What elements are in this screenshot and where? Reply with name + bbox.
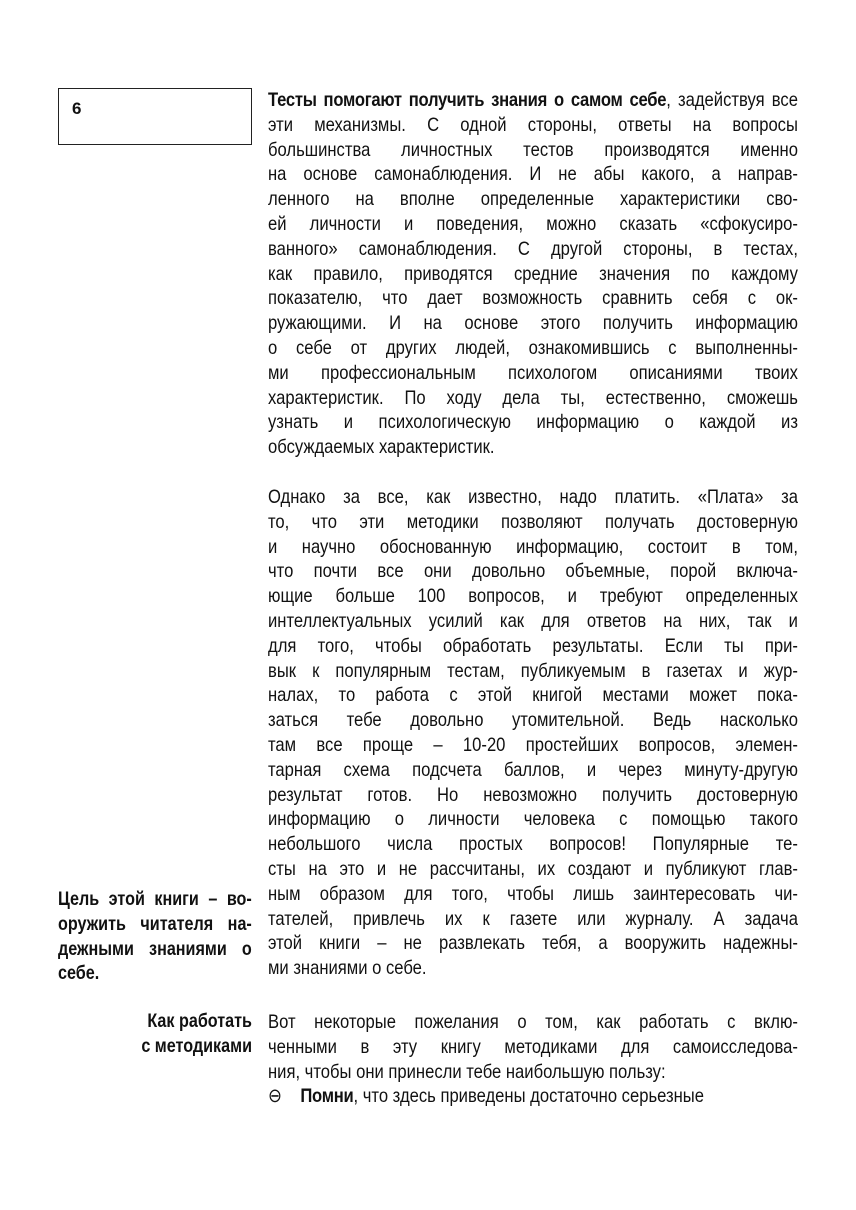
text-line: информацию о личности человека с помощью такого (268, 808, 798, 831)
text-line: оружить читателя на- (58, 913, 252, 935)
paragraph-1 (268, 88, 798, 460)
text-line: обсуждаемых характеристик. (268, 436, 495, 459)
text-line: ей личности и поведения, можно сказать «сфокусиро- (268, 212, 798, 235)
text-line: эти механизмы. С одной стороны, ответы на вопросы (268, 113, 798, 136)
page-number-box (58, 88, 252, 145)
text-line: как правило, приводятся средние значения по каждому (268, 262, 798, 285)
text-line: характеристик. По ходу дела ты, естественно, сможешь (268, 386, 798, 409)
text-line: небольшого числа простых вопросов! Популярные те- (268, 833, 798, 856)
text-line: Однако за все, как известно, надо платить. «Плата» за (268, 486, 798, 508)
text-line: ми профессиональным психологом описаниями твоих (268, 361, 798, 384)
text-line: ванного» самонаблюдения. С другой стороны, в тестах, (268, 237, 798, 260)
text-line: с методиками (141, 1035, 252, 1057)
text-line: сты на это и не рассчитаны, их создают и публикуют глав- (268, 857, 798, 880)
lead-rest: , задействуя все (666, 89, 798, 111)
text-line: себе. (58, 963, 100, 985)
paragraph-3 (268, 1010, 798, 1109)
text-line: вык к популярным тестам, публикуемым в газетах и жур- (268, 659, 798, 682)
text-line: ным образом для того, чтобы лишь заинтересовать чи- (268, 882, 798, 905)
text-line: тарная схема подсчета баллов, и через минуту-другую (268, 758, 798, 781)
text-line: Как работать (147, 1011, 252, 1032)
text-line: ленного на вполне определенные характеристики сво- (268, 188, 798, 211)
text-line: большинства личностных тестов производятся именно (268, 138, 798, 161)
text-line: ченными в эту книгу методиками для самоисследова- (268, 1035, 798, 1058)
text-line: заться тебе довольно утомительной. Ведь насколько (268, 709, 798, 732)
text-line: на основе самонаблюдения. И не абы какого, а направ- (268, 163, 798, 186)
text-line: и научно обоснованную информацию, состоит в том, (268, 535, 798, 558)
page-number: 6 (72, 99, 82, 118)
text-line: ми знаниями о себе. (268, 957, 427, 980)
text-line: Цель этой книги – во- (58, 889, 252, 910)
text-line (268, 88, 798, 113)
text-line: о себе от других людей, ознакомившись с выполненны- (268, 336, 798, 359)
bullet-text: , что здесь приведены достаточно серьезные (353, 1085, 704, 1108)
lead-phrase: Тесты помогают получить знания о самом себе (268, 89, 667, 111)
text-line: налах, то работа с этой книгой местами может пока- (268, 684, 798, 707)
text-line: узнать и психологическую информацию о каждой из (268, 411, 798, 434)
text-line: для того, чтобы обработать результаты. Если ты при- (268, 634, 798, 657)
text-line: результат готов. Но невозможно получить достоверную (268, 783, 798, 806)
text-line: что почти все они довольно объемные, порой включа- (268, 560, 798, 583)
text-line: Вот некоторые пожелания о том, как работать с вклю- (268, 1011, 798, 1033)
text-line: ружающими. И на основе этого получить информацию (268, 312, 798, 335)
side-note-howto (58, 1010, 252, 1060)
bullet-item (268, 1084, 798, 1109)
text-line: интеллектуальных усилий как для ответов на них, так и (268, 609, 798, 632)
bullet-lead: Помни (300, 1085, 354, 1108)
text-line: этой книги – не развлекать тебя, а вооружить надежны- (268, 932, 798, 955)
text-line: ющие больше 100 вопросов, и требуют определенных (268, 585, 798, 608)
side-note-goal (58, 888, 252, 987)
text-line: тателей, привлечь их к газете или журналу. А задача (268, 907, 798, 930)
text-line: ния, чтобы они принесли тебе наибольшую пользу: (268, 1060, 666, 1083)
text-line: там все проще – 10-20 простейших вопросов, элемен- (268, 733, 798, 756)
text-line: показателю, что дает возможность сравнить себя с ок- (268, 287, 798, 310)
text-line: дежными знаниями о (58, 938, 252, 960)
paragraph-2 (268, 485, 798, 981)
face-bullet-icon: ⊖ (268, 1085, 282, 1108)
text-line: то, что эти методики позволяют получать достоверную (268, 510, 798, 533)
